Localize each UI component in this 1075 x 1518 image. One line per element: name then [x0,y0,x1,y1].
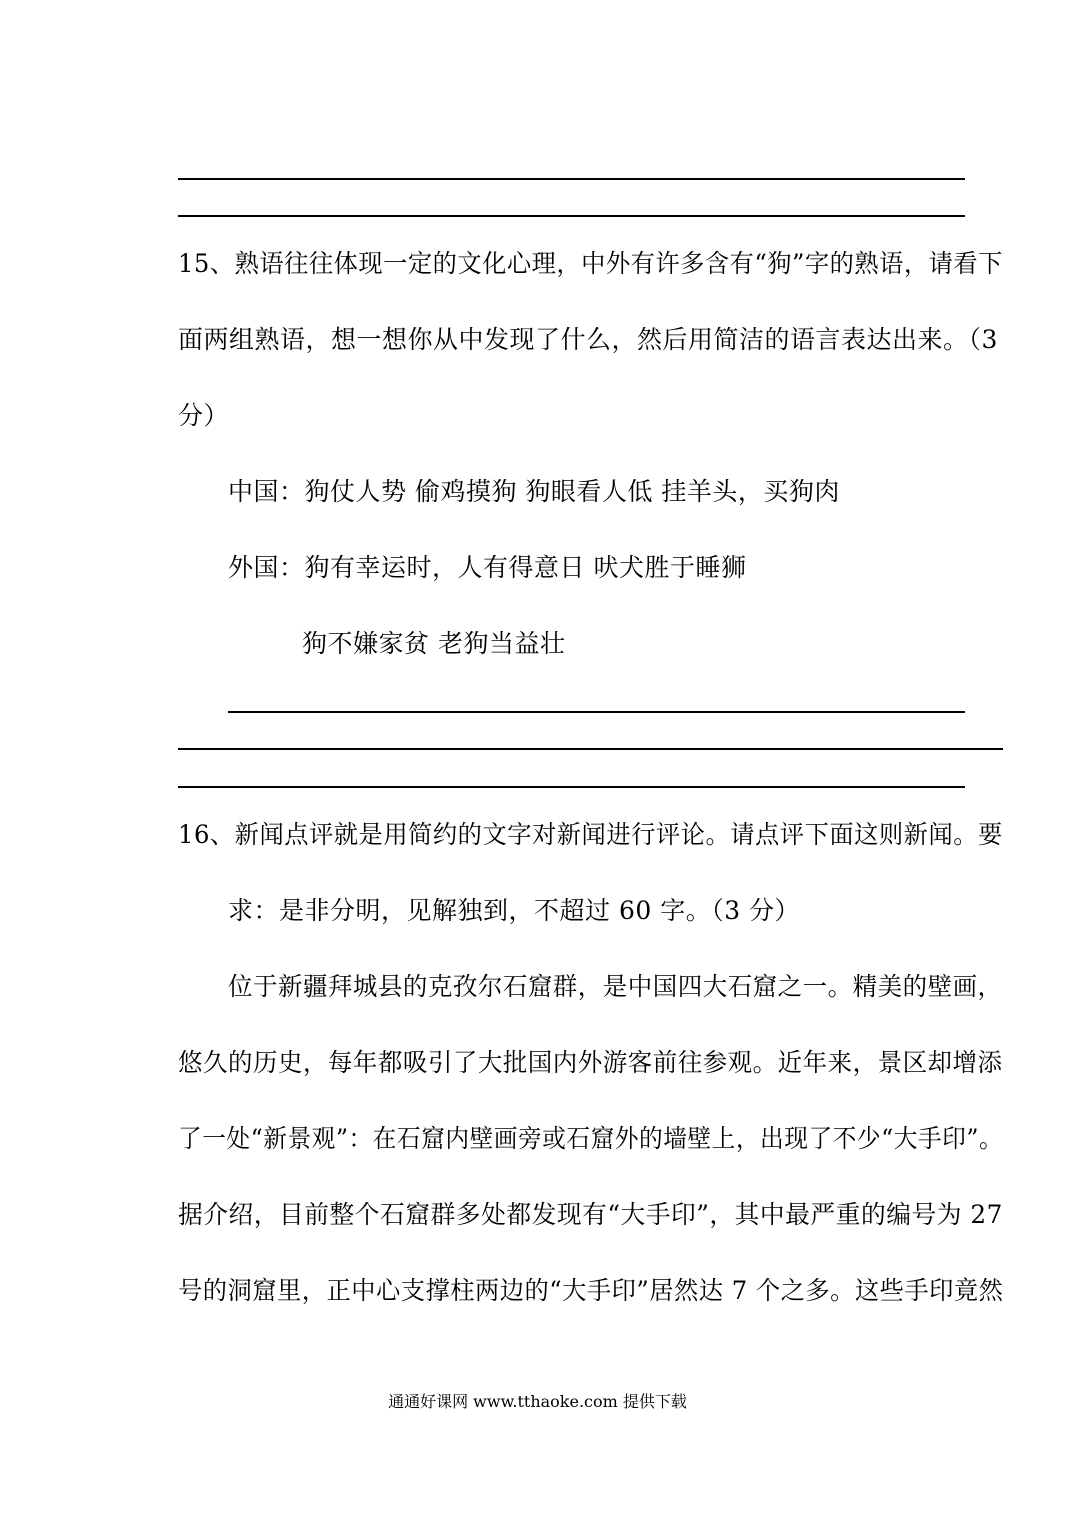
answer-line [228,711,965,713]
q16-line-2: 求：是非分明，见解独到，不超过 60 字。（3 分） [228,896,801,925]
q15-line-3: 分） [178,401,230,430]
page-footer: 通通好课网 www.tthaoke.com 提供下载 [388,1392,687,1411]
q16-news-line-2: 悠久的历史，每年都吸引了大批国内外游客前往参观。近年来，景区却增添 [178,1048,1003,1077]
q16-news-line-1: 位于新疆拜城县的克孜尔石窟群，是中国四大石窟之一。精美的壁画， [228,972,1003,1001]
q15-foreign-idioms-1: 外国：狗有幸运时，人有得意日 吠犬胜于睡狮 [228,553,747,582]
answer-line [178,215,965,217]
answer-line [178,786,965,788]
q15-china-idioms: 中国：狗仗人势 偷鸡摸狗 狗眼看人低 挂羊头，买狗肉 [228,477,840,506]
q16-news-line-3: 了一处“新景观”：在石窟内壁画旁或石窟外的墙壁上，出现了不少“大手印”。 [178,1124,1004,1153]
q15-line-2: 面两组熟语，想一想你从中发现了什么，然后用简洁的语言表达出来。（3 [178,325,998,354]
q16-line-1: 16、新闻点评就是用简约的文字对新闻进行评论。请点评下面这则新闻。要 [178,820,1003,849]
q15-foreign-idioms-2: 狗不嫌家贫 老狗当益壮 [302,629,566,658]
answer-line [178,178,965,180]
answer-line [178,748,1003,750]
q16-news-line-4: 据介绍，目前整个石窟群多处都发现有“大手印”，其中最严重的编号为 27 [178,1200,1003,1229]
q16-news-line-5: 号的洞窟里，正中心支撑柱两边的“大手印”居然达 7 个之多。这些手印竟然 [178,1276,1004,1305]
q15-line-1: 15、熟语往往体现一定的文化心理，中外有许多含有“狗”字的熟语，请看下 [178,249,1003,278]
